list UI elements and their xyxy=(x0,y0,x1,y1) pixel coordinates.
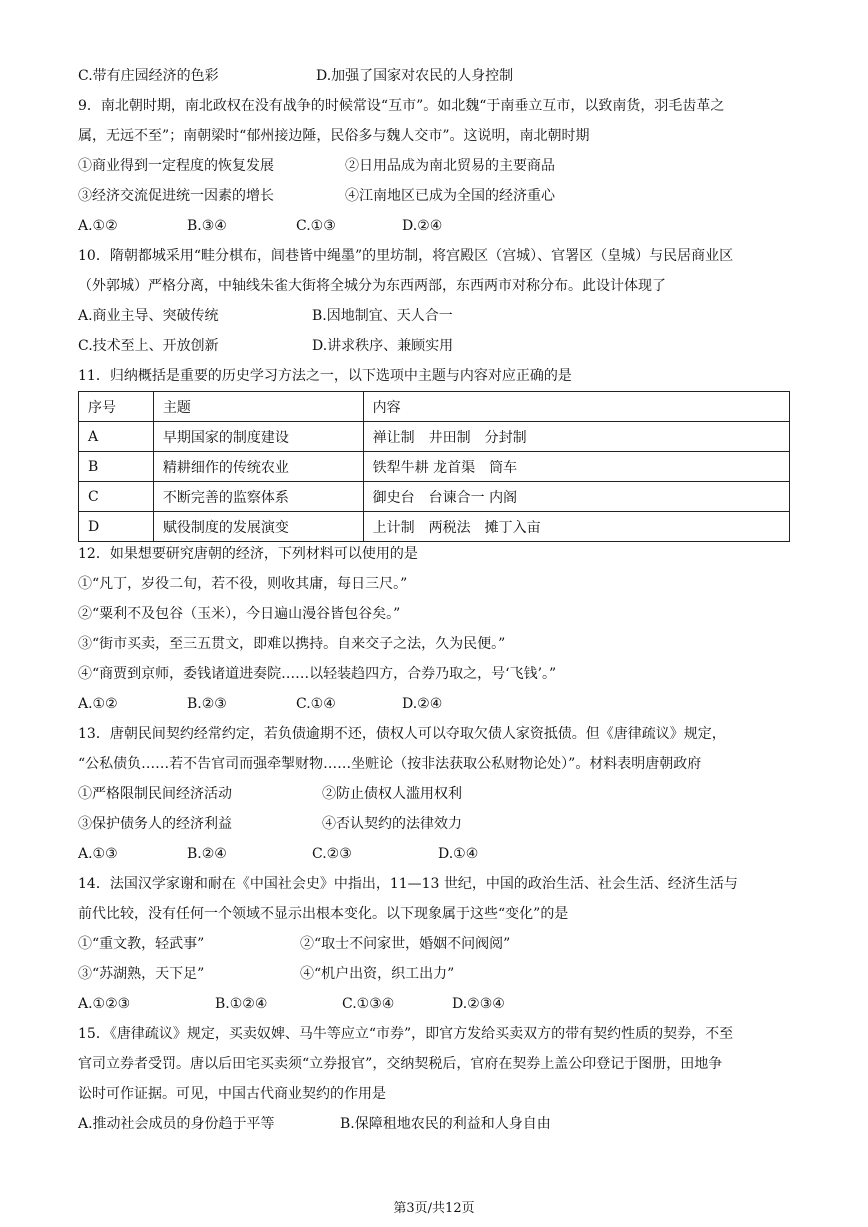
q12-choice-d: D.②④ xyxy=(402,696,443,712)
table-cell: 铁犁牛耕 龙首渠 筒车 xyxy=(363,452,789,482)
q12-material-1: ①“凡丁，岁役二旬，若不役，则收其庸，每日三尺。” xyxy=(78,576,408,592)
q12-choice-b: B.②③ xyxy=(187,696,227,712)
q9-stem-line2: 属，无远不至”；南朝梁时“郁州接边陲，民俗多与魏人交市”。这说明，南北朝时期 xyxy=(78,128,590,144)
q9-choice-c: C.①③ xyxy=(296,218,336,234)
q12-material-3: ③“街市买卖，至三五贯文，即难以携持。自来交子之法，久为民便。” xyxy=(78,636,506,652)
q8-option-d: D.加强了国家对农民的人身控制 xyxy=(316,68,514,84)
q12-material-4: ④“商贾到京师，委钱诸道进奏院……以轻装趋四方，合券乃取之，号‘飞钱’。” xyxy=(78,666,557,682)
table-cell: 不断完善的监察体系 xyxy=(153,482,363,512)
table-cell: B xyxy=(79,452,154,482)
table-cell: 御史台 台谏合一 内阁 xyxy=(363,482,789,512)
q13-statement-2: ②防止债权人滥用权利 xyxy=(322,786,462,802)
q8-option-c: C.带有庄园经济的色彩 xyxy=(78,68,219,84)
q14-statement-2: ②“取士不问家世，婚姻不问阀阅” xyxy=(300,936,511,952)
q15-choice-a: A.推动社会成员的身份趋于平等 xyxy=(78,1116,275,1132)
table-cell: C xyxy=(79,482,154,512)
q14-stem-line2: 前代比较，没有任何一个领域不显示出根本变化。以下现象属于这些“变化”的是 xyxy=(78,906,569,922)
q14-statement-1: ①“重文教，轻武事” xyxy=(78,936,205,952)
table-row xyxy=(79,422,790,452)
q13-statement-1: ①严格限制民间经济活动 xyxy=(78,786,232,802)
q13-statement-4: ④否认契约的法律效力 xyxy=(322,816,462,832)
q13-choice-b: B.②④ xyxy=(187,846,227,862)
q13-stem-line1: 13．唐朝民间契约经常约定，若负债逾期不还，债权人可以夺取欠债人家资抵债。但《唐律疏议》规定， xyxy=(78,726,726,742)
table-header-cell: 序号 xyxy=(79,392,154,422)
q10-stem-line2: （外郭城）严格分离，中轴线朱雀大街将全城分为东西两部，东西两市对称分布。此设计体现了 xyxy=(78,278,666,294)
q14-choice-c: C.①③④ xyxy=(342,996,395,1012)
table-header-cell: 主题 xyxy=(153,392,363,422)
q9-statement-2: ②日用品成为南北贸易的主要商品 xyxy=(345,158,555,174)
q11-stem: 11．归纳概括是重要的历史学习方法之一，以下选项中主题与内容对应正确的是 xyxy=(78,368,572,384)
q10-stem-line1: 10．隋朝都城采用“畦分棋布，闾巷皆中绳墨”的里坊制，将宫殿区（宫城）、官署区（皇城）与民居商业区 xyxy=(78,248,734,264)
table-header-row xyxy=(79,392,790,422)
q13-stem-line2: “公私债负……若不告官司而强牵掣财物……坐赃论（按非法获取公私财物论处）”。材料表明唐朝政府 xyxy=(78,756,702,772)
q12-choice-a: A.①② xyxy=(78,696,118,712)
q11-table xyxy=(78,391,790,542)
table-row xyxy=(79,452,790,482)
q14-choice-d: D.②③④ xyxy=(452,996,505,1012)
table-row xyxy=(79,482,790,512)
q15-choice-b: B.保障租地农民的利益和人身自由 xyxy=(340,1116,551,1132)
table-cell: 赋役制度的发展演变 xyxy=(153,512,363,542)
q9-statement-1: ①商业得到一定程度的恢复发展 xyxy=(78,158,274,174)
table-row xyxy=(79,512,790,542)
q10-choice-c: C.技术至上、开放创新 xyxy=(78,338,219,354)
q12-stem: 12．如果想要研究唐朝的经济，下列材料可以使用的是 xyxy=(78,546,418,562)
q15-stem-line3: 讼时可作证据。可见，中国古代商业契约的作用是 xyxy=(78,1086,386,1102)
table-header-cell: 内容 xyxy=(363,392,789,422)
table-cell: D xyxy=(79,512,154,542)
q9-choice-b: B.③④ xyxy=(187,218,227,234)
table-cell: 禅让制 井田制 分封制 xyxy=(363,422,789,452)
q15-stem-line2: 官司立券者受罚。唐以后田宅买卖须“立券报官”，交纳契税后，官府在契券上盖公印登记于图册，田地争 xyxy=(78,1056,723,1072)
q10-choice-d: D.讲求秩序、兼顾实用 xyxy=(312,338,454,354)
q9-choice-d: D.②④ xyxy=(402,218,443,234)
q12-material-2: ②“粟利不及包谷（玉米），今日遍山漫谷皆包谷矣。” xyxy=(78,606,401,622)
q9-choice-a: A.①② xyxy=(78,218,118,234)
q14-choice-a: A.①②③ xyxy=(78,996,131,1012)
q10-choice-a: A.商业主导、突破传统 xyxy=(78,308,219,324)
q9-stem-line1: 9．南北朝时期，南北政权在没有战争的时候常设“互市”。如北魏“于南垂立互市，以致南货，羽毛齿革之 xyxy=(78,98,725,114)
table-cell: 早期国家的制度建设 xyxy=(153,422,363,452)
q10-choice-b: B.因地制宜、天人合一 xyxy=(312,308,453,324)
table-cell: 上计制 两税法 摊丁入亩 xyxy=(363,512,789,542)
q14-statement-3: ③“苏湖熟，天下足” xyxy=(78,966,205,982)
q12-choice-c: C.①④ xyxy=(296,696,336,712)
q15-stem-line1: 15．《唐律疏议》规定，买卖奴婢、马牛等应立“市券”，即官方发给买卖双方的带有契约性质的契券，不至 xyxy=(78,1026,734,1042)
table-cell: 精耕细作的传统农业 xyxy=(153,452,363,482)
q13-statement-3: ③保护债务人的经济利益 xyxy=(78,816,232,832)
q9-statement-3: ③经济交流促进统一因素的增长 xyxy=(78,188,274,204)
page-number: 第3页/共12页 xyxy=(393,1201,475,1216)
q9-statement-4: ④江南地区已成为全国的经济重心 xyxy=(345,188,555,204)
q14-choice-b: B.①②④ xyxy=(215,996,268,1012)
q14-stem-line1: 14．法国汉学家谢和耐在《中国社会史》中指出，11—13 世纪，中国的政治生活、社会生活、经济生活与 xyxy=(78,876,738,892)
q13-choice-c: C.②③ xyxy=(312,846,352,862)
q13-choice-d: D.①④ xyxy=(438,846,479,862)
q13-choice-a: A.①③ xyxy=(78,846,118,862)
q14-statement-4: ④“机户出资，织工出力” xyxy=(300,966,455,982)
table-cell: A xyxy=(79,422,154,452)
